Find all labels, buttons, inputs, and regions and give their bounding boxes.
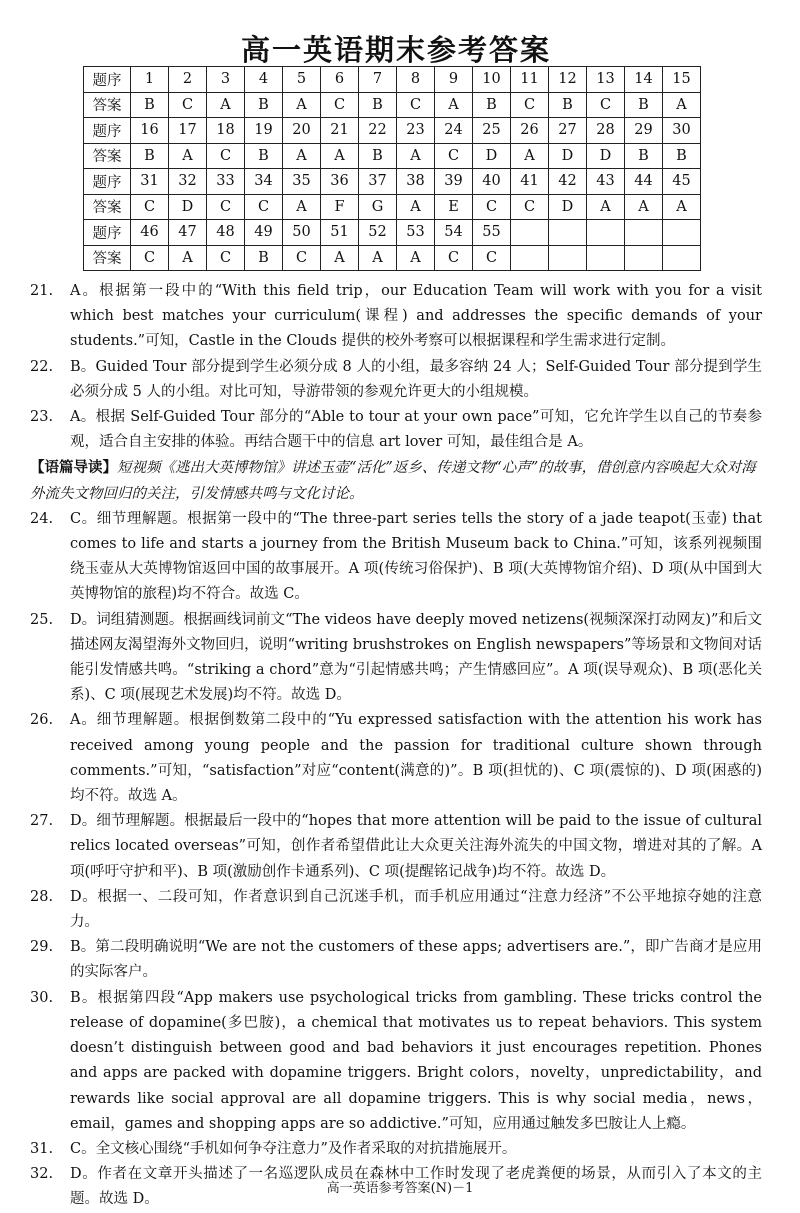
answer-cell: C <box>207 194 245 220</box>
explanation-item <box>30 507 762 608</box>
explanation-item <box>30 935 762 985</box>
question-number-cell: 52 <box>359 220 397 246</box>
answer-cell: C <box>435 143 473 169</box>
item-number: 30. <box>30 989 54 1006</box>
answer-cell: C <box>207 245 245 271</box>
question-number-cell: 22 <box>359 118 397 144</box>
question-number-cell: 46 <box>131 220 169 246</box>
item-text: C。全文核心围绕“手机如何争夺注意力”及作者采取的对抗措施展开。 <box>70 1140 517 1157</box>
seq-row <box>84 169 701 195</box>
answer-cell: C <box>131 194 169 220</box>
question-number-cell: 14 <box>625 67 663 93</box>
question-number-cell: 23 <box>397 118 435 144</box>
question-number-cell: 26 <box>511 118 549 144</box>
question-number-cell: 40 <box>473 169 511 195</box>
answer-cell: C <box>321 92 359 118</box>
answer-cell: B <box>549 92 587 118</box>
question-number-cell: 36 <box>321 169 359 195</box>
item-text: B。根据第四段“App makers use psychological tricks from gambling. These tricks control the release of dopamine(多巴胺)，a chemical that motivates us to repeat behaviors. This system doesn’t distinguish between good and bad behaviors it just encourages repetition. Phones and apps are packed with dopamine triggers. Bright colors，novelty，unpredictability，and rewards like social approval are all dopamine triggers. This is why social media，news，email，games and shopping apps are so addictive.”可知，应用通过触发多巴胺让人上瘾。 <box>70 989 762 1132</box>
answer-cell <box>511 245 549 271</box>
question-number-cell <box>587 220 625 246</box>
answer-cell: C <box>283 245 321 271</box>
answer-cell: B <box>245 92 283 118</box>
seq-row <box>84 220 701 246</box>
passage-guide-label: 【语篇导读】 <box>30 459 117 477</box>
question-number-cell: 32 <box>169 169 207 195</box>
answer-cell: A <box>321 143 359 169</box>
question-number-cell: 24 <box>435 118 473 144</box>
item-text: A。根据 Self-Guided Tour 部分的“Able to tour at your own pace”可知，它允许学生以自己的节奏参观，适合自主安排的体验。再结合题干中的信息 art lover 可知，最佳组合是 A。 <box>70 409 762 451</box>
answer-row <box>84 92 701 118</box>
question-number-cell: 7 <box>359 67 397 93</box>
question-number-cell: 44 <box>625 169 663 195</box>
answer-cell: B <box>359 92 397 118</box>
explanation-item <box>30 986 762 1137</box>
item-number: 23. <box>30 409 54 426</box>
answer-cell: C <box>207 143 245 169</box>
question-number-cell <box>663 220 701 246</box>
answer-key-table <box>83 66 701 271</box>
answer-cell: A <box>283 143 321 169</box>
question-number-cell <box>625 220 663 246</box>
seq-row-label: 题序 <box>84 118 131 144</box>
explanation-item <box>30 405 762 455</box>
explanation-item <box>30 809 762 885</box>
seq-row <box>84 67 701 93</box>
item-text: D。作者在文章开头描述了一名巡逻队成员在森林中工作时发现了老虎粪便的场景，从而引入了本文的主题。故选 D。 <box>70 1166 762 1208</box>
question-number-cell: 18 <box>207 118 245 144</box>
answer-cell: A <box>207 92 245 118</box>
question-number-cell: 4 <box>245 67 283 93</box>
answer-cell <box>625 245 663 271</box>
question-number-cell: 33 <box>207 169 245 195</box>
explanations <box>30 279 762 1213</box>
answer-cell: B <box>473 92 511 118</box>
answer-cell: C <box>511 92 549 118</box>
item-number: 22. <box>30 358 54 375</box>
answer-cell: B <box>131 143 169 169</box>
question-number-cell: 6 <box>321 67 359 93</box>
explanation-item <box>30 1137 762 1162</box>
answer-cell: C <box>587 92 625 118</box>
answer-cell: C <box>473 194 511 220</box>
question-number-cell: 8 <box>397 67 435 93</box>
item-number: 28. <box>30 888 54 905</box>
seq-row-label: 题序 <box>84 67 131 93</box>
seq-row-label: 题序 <box>84 169 131 195</box>
answer-cell: A <box>511 143 549 169</box>
question-number-cell: 10 <box>473 67 511 93</box>
answer-cell: A <box>321 245 359 271</box>
question-number-cell: 3 <box>207 67 245 93</box>
question-number-cell: 19 <box>245 118 283 144</box>
answer-cell: C <box>169 92 207 118</box>
answer-cell: A <box>663 194 701 220</box>
explanation-item <box>30 885 762 935</box>
answer-cell: A <box>397 245 435 271</box>
question-number-cell: 53 <box>397 220 435 246</box>
passage-guide <box>30 455 762 506</box>
item-number: 27. <box>30 813 54 830</box>
question-number-cell: 2 <box>169 67 207 93</box>
answer-cell: D <box>169 194 207 220</box>
item-text: A。根据第一段中的“With this field trip，our Education Team will work with you for a visit which best matches your curriculum(课程) and addresses the specific demands of your students.”可知，Castle in the Clouds 提供的校外考察可以根据课程和学生需求进行定制。 <box>70 283 762 350</box>
answer-cell: B <box>625 143 663 169</box>
item-text: C。细节理解题。根据第一段中的“The three-part series tells the story of a jade teapot(玉壶) that comes to life and starts a journey from the British Museum back to China.”可知，该系列视频围绕玉壶从大英博物馆返回中国的故事展开。A 项(传统习俗保护)、B 项(大英博物馆介绍)、D 项(从中国到大英博物馆的旅程)均不符合。故选 C。 <box>70 510 762 603</box>
item-number: 24. <box>30 510 54 527</box>
answer-cell: C <box>473 245 511 271</box>
answer-cell <box>663 245 701 271</box>
answer-cell: F <box>321 194 359 220</box>
question-number-cell: 49 <box>245 220 283 246</box>
question-number-cell: 34 <box>245 169 283 195</box>
question-number-cell: 29 <box>625 118 663 144</box>
question-number-cell: 51 <box>321 220 359 246</box>
question-number-cell: 48 <box>207 220 245 246</box>
question-number-cell: 39 <box>435 169 473 195</box>
answer-cell: A <box>435 92 473 118</box>
question-number-cell: 30 <box>663 118 701 144</box>
question-number-cell: 16 <box>131 118 169 144</box>
item-number: 26. <box>30 712 54 729</box>
item-text: B。第二段明确说明“We are not the customers of these apps; advertisers are.”，即广告商才是应用的实际客户。 <box>70 939 762 981</box>
question-number-cell: 31 <box>131 169 169 195</box>
answer-row-label: 答案 <box>84 143 131 169</box>
answer-row-label: 答案 <box>84 92 131 118</box>
passage-guide-text: 短视频《逃出大英博物馆》讲述玉壶“活化”返乡、传递文物“心声”的故事，借创意内容唤起大众对海外流失文物回归的关注，引发情感共鸣与文化讨论。 <box>30 460 756 502</box>
explanation-item <box>30 355 762 405</box>
answer-cell: A <box>169 245 207 271</box>
answer-cell: A <box>663 92 701 118</box>
answer-cell: A <box>397 143 435 169</box>
answer-cell <box>587 245 625 271</box>
answer-cell: C <box>511 194 549 220</box>
question-number-cell: 42 <box>549 169 587 195</box>
answer-row-label: 答案 <box>84 245 131 271</box>
answer-cell: B <box>245 143 283 169</box>
answer-row <box>84 143 701 169</box>
question-number-cell: 41 <box>511 169 549 195</box>
answer-cell: D <box>587 143 625 169</box>
question-number-cell: 9 <box>435 67 473 93</box>
answer-cell: A <box>397 194 435 220</box>
question-number-cell: 55 <box>473 220 511 246</box>
item-text: A。细节理解题。根据倒数第二段中的“Yu expressed satisfaction with the attention his work has received among young people and the passion for traditional culture shown through comments.”可知，“satisfaction”对应“content(满意的)”。B 项(担忧的)、C 项(震惊的)、D 项(困惑的)均不符。故选 A。 <box>70 712 762 805</box>
answer-cell: D <box>549 143 587 169</box>
answer-cell: D <box>473 143 511 169</box>
answer-cell: D <box>549 194 587 220</box>
question-number-cell: 54 <box>435 220 473 246</box>
question-number-cell: 28 <box>587 118 625 144</box>
question-number-cell <box>511 220 549 246</box>
answer-cell: A <box>587 194 625 220</box>
item-text: D。细节理解题。根据最后一段中的“hopes that more attention will be paid to the issue of cultural relics located overseas”可知，创作者希望借此让大众更关注海外流失的中国文物，增进对其的了解。A 项(呼吁守护和平)、B 项(激励创作卡通系列)、C 项(提醒铭记战争)均不符。故选 D。 <box>70 813 762 880</box>
question-number-cell: 17 <box>169 118 207 144</box>
question-number-cell: 38 <box>397 169 435 195</box>
question-number-cell: 50 <box>283 220 321 246</box>
answer-cell <box>549 245 587 271</box>
answer-row-label: 答案 <box>84 194 131 220</box>
question-number-cell: 45 <box>663 169 701 195</box>
answer-cell: A <box>359 245 397 271</box>
answer-cell: B <box>131 92 169 118</box>
answer-cell: G <box>359 194 397 220</box>
item-text: D。词组猜测题。根据画线词前文“The videos have deeply moved netizens(视频深深打动网友)”和后文描述网友渴望海外文物回归，说明“writing brushstrokes on English newspapers”等场景和文物间对话能引发情感共鸣。“striking a chord”意为“引起情感共鸣；产生情感回应”。A 项(误导观众)、B 项(恶化关系)、C 项(展现艺术发展)均不符。故选 D。 <box>70 611 762 704</box>
item-text: B。Guided Tour 部分提到学生必须分成 8 人的小组，最多容纳 24 人；Self-Guided Tour 部分提到学生必须分成 5 人的小组。对比可知，导游带领的参观允许更大的小组规模。 <box>70 358 762 400</box>
item-number: 29. <box>30 939 54 956</box>
question-number-cell: 27 <box>549 118 587 144</box>
answer-cell: B <box>359 143 397 169</box>
question-number-cell: 35 <box>283 169 321 195</box>
answer-row <box>84 194 701 220</box>
explanation-item <box>30 279 762 355</box>
answer-row <box>84 245 701 271</box>
item-number: 31. <box>30 1140 54 1157</box>
page-title: 高一英语期末参考答案 <box>240 33 551 67</box>
answer-cell: A <box>283 194 321 220</box>
item-text: D。根据一、二段可知，作者意识到自己沉迷手机，而手机应用通过“注意力经济”不公平地掠夺她的注意力。 <box>70 888 762 931</box>
answer-cell: C <box>245 194 283 220</box>
question-number-cell: 47 <box>169 220 207 246</box>
answer-cell: C <box>397 92 435 118</box>
answer-cell: C <box>131 245 169 271</box>
answer-cell: E <box>435 194 473 220</box>
question-number-cell: 1 <box>131 67 169 93</box>
answer-cell: B <box>625 92 663 118</box>
question-number-cell: 37 <box>359 169 397 195</box>
question-number-cell: 12 <box>549 67 587 93</box>
question-number-cell: 20 <box>283 118 321 144</box>
question-number-cell: 5 <box>283 67 321 93</box>
seq-row-label: 题序 <box>84 220 131 246</box>
explanation-item <box>30 708 762 809</box>
question-number-cell: 13 <box>587 67 625 93</box>
answer-cell: C <box>435 245 473 271</box>
answer-cell: B <box>663 143 701 169</box>
question-number-cell: 15 <box>663 67 701 93</box>
question-number-cell: 11 <box>511 67 549 93</box>
item-number: 32. <box>30 1166 54 1183</box>
explanation-item <box>30 608 762 709</box>
question-number-cell: 25 <box>473 118 511 144</box>
answer-cell: A <box>169 143 207 169</box>
item-number: 21. <box>30 283 54 299</box>
question-number-cell <box>549 220 587 246</box>
page-footer: 高一英语参考答案(N)－1 <box>326 1181 474 1196</box>
answer-cell: A <box>283 92 321 118</box>
question-number-cell: 43 <box>587 169 625 195</box>
answer-cell: B <box>245 245 283 271</box>
item-number: 25. <box>30 611 54 628</box>
seq-row <box>84 118 701 144</box>
answer-cell: A <box>625 194 663 220</box>
question-number-cell: 21 <box>321 118 359 144</box>
